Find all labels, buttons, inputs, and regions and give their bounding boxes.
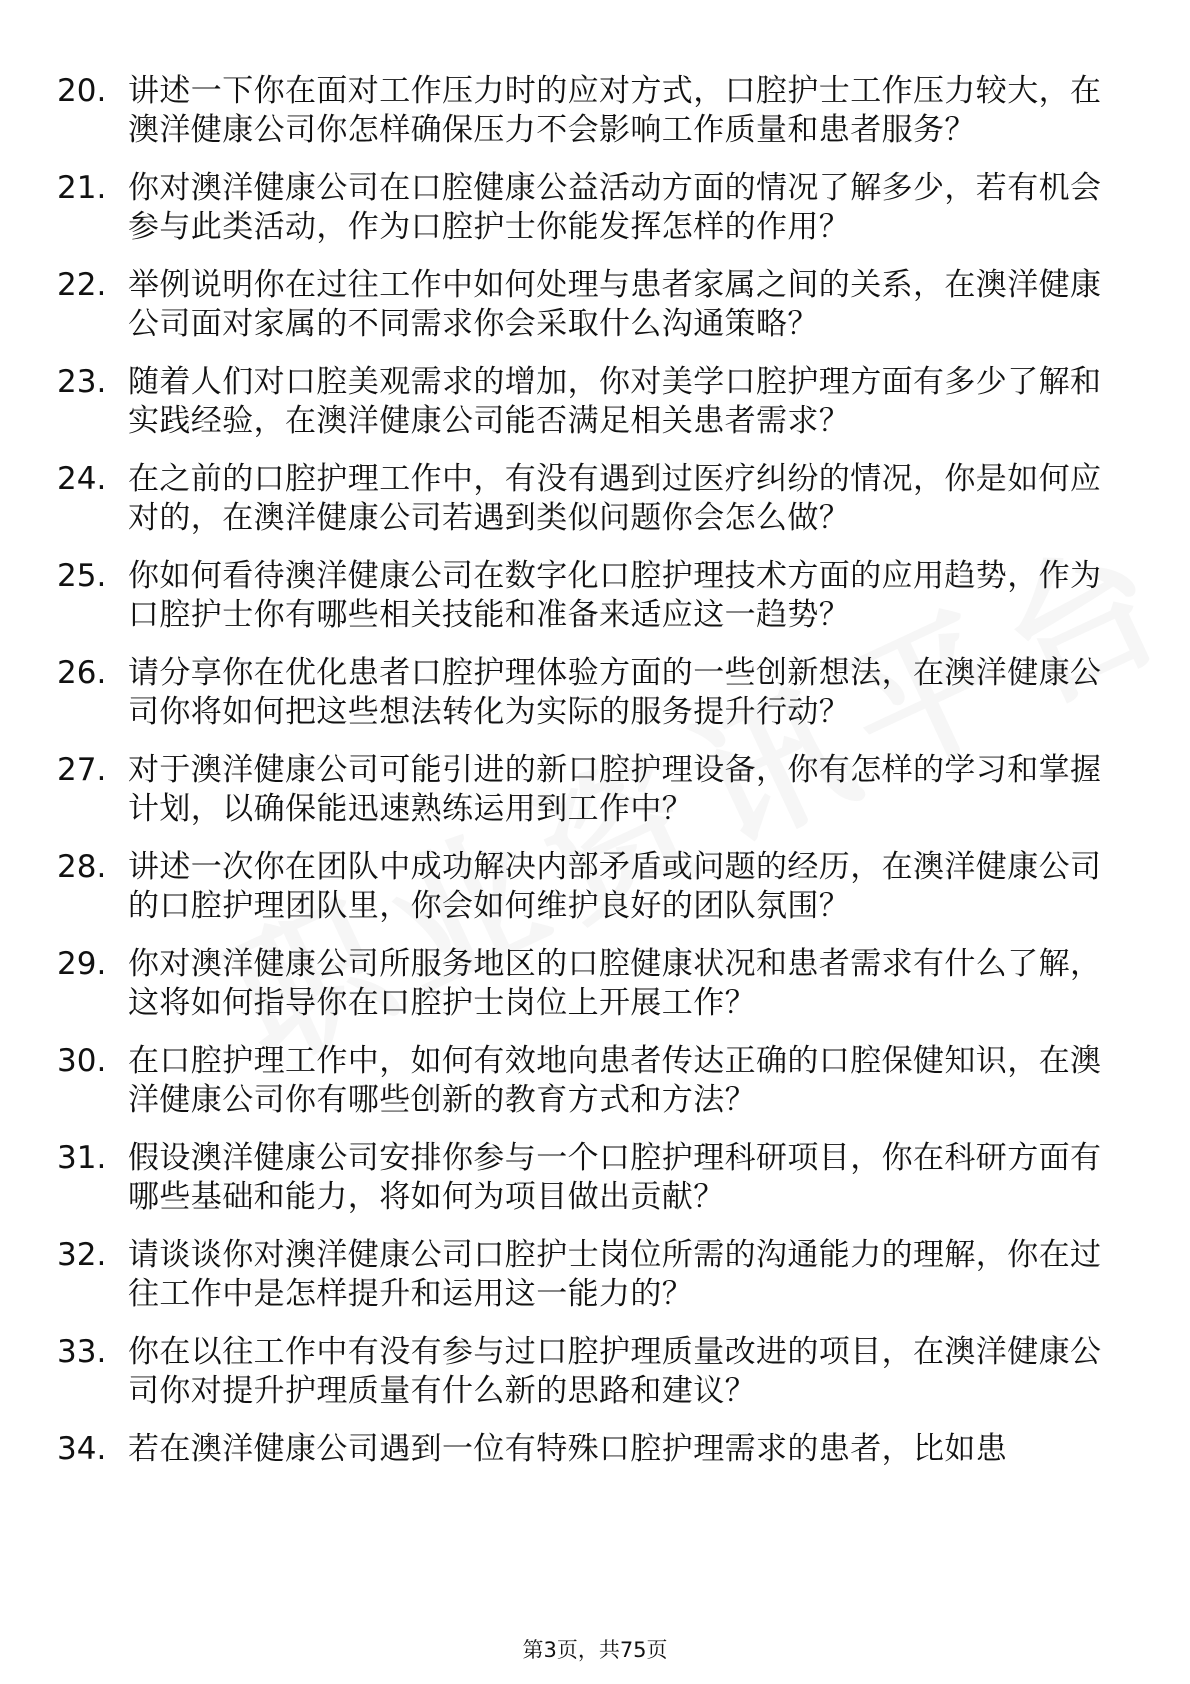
question-text: 你对澳洋健康公司所服务地区的口腔健康状况和患者需求有什么了解，这将如何指导你在口腔护士岗位上开展工作？ <box>128 946 1102 1021</box>
list-item <box>57 266 1117 344</box>
list-item <box>57 1430 1117 1469</box>
question-number: 31. <box>57 1140 107 1176</box>
question-number: 32. <box>57 1237 107 1273</box>
question-list <box>57 72 1117 1488</box>
list-item <box>57 557 1117 635</box>
question-text: 举例说明你在过往工作中如何处理与患者家属之间的关系，在澳洋健康公司面对家属的不同需求你会采取什么沟通策略？ <box>128 267 1102 342</box>
list-item <box>57 848 1117 926</box>
question-text: 假设澳洋健康公司安排你参与一个口腔护理科研项目，你在科研方面有哪些基础和能力，将如何为项目做出贡献？ <box>128 1140 1102 1215</box>
question-text: 你如何看待澳洋健康公司在数字化口腔护理技术方面的应用趋势，作为口腔护士你有哪些相关技能和准备来适应这一趋势？ <box>128 558 1102 633</box>
list-item <box>57 751 1117 829</box>
question-text: 在之前的口腔护理工作中，有没有遇到过医疗纠纷的情况，你是如何应对的，在澳洋健康公司若遇到类似问题你会怎么做？ <box>128 461 1102 536</box>
question-text: 讲述一下你在面对工作压力时的应对方式，口腔护士工作压力较大，在澳洋健康公司你怎样确保压力不会影响工作质量和患者服务？ <box>128 73 1102 148</box>
list-item <box>57 945 1117 1023</box>
question-text: 你在以往工作中有没有参与过口腔护理质量改进的项目，在澳洋健康公司你对提升护理质量有什么新的思路和建议？ <box>128 1334 1102 1409</box>
question-number: 29. <box>57 946 107 982</box>
question-text: 讲述一次你在团队中成功解决内部矛盾或问题的经历，在澳洋健康公司的口腔护理团队里，你会如何维护良好的团队氛围？ <box>128 849 1102 924</box>
question-text: 在口腔护理工作中，如何有效地向患者传达正确的口腔保健知识，在澳洋健康公司你有哪些创新的教育方式和方法？ <box>128 1043 1102 1118</box>
question-number: 34. <box>57 1431 107 1467</box>
question-number: 21. <box>57 170 107 206</box>
question-number: 24. <box>57 461 107 497</box>
question-number: 20. <box>57 73 107 109</box>
list-item <box>57 1236 1117 1314</box>
list-item <box>57 654 1117 732</box>
list-item <box>57 363 1117 441</box>
question-text: 若在澳洋健康公司遇到一位有特殊口腔护理需求的患者，比如患 <box>128 1431 1008 1467</box>
list-item <box>57 1139 1117 1217</box>
page-number: 第3页，共75页 <box>522 1638 668 1662</box>
question-number: 25. <box>57 558 107 594</box>
list-item <box>57 169 1117 247</box>
question-number: 22. <box>57 267 107 303</box>
question-text: 你对澳洋健康公司在口腔健康公益活动方面的情况了解多少，若有机会参与此类活动，作为口腔护士你能发挥怎样的作用？ <box>128 170 1102 245</box>
question-number: 28. <box>57 849 107 885</box>
question-number: 33. <box>57 1334 107 1370</box>
question-text: 请谈谈你对澳洋健康公司口腔护士岗位所需的沟通能力的理解，你在过往工作中是怎样提升和运用这一能力的？ <box>128 1237 1102 1312</box>
question-text: 随着人们对口腔美观需求的增加，你对美学口腔护理方面有多少了解和实践经验，在澳洋健康公司能否满足相关患者需求？ <box>128 364 1102 439</box>
list-item <box>57 460 1117 538</box>
question-number: 26. <box>57 655 107 691</box>
question-text: 对于澳洋健康公司可能引进的新口腔护理设备，你有怎样的学习和掌握计划，以确保能迅速熟练运用到工作中？ <box>128 752 1102 827</box>
question-number: 30. <box>57 1043 107 1079</box>
list-item <box>57 1042 1117 1120</box>
question-text: 请分享你在优化患者口腔护理体验方面的一些创新想法，在澳洋健康公司你将如何把这些想法转化为实际的服务提升行动？ <box>128 655 1102 730</box>
question-number: 27. <box>57 752 107 788</box>
list-item <box>57 72 1117 150</box>
list-item <box>57 1333 1117 1411</box>
question-number: 23. <box>57 364 107 400</box>
